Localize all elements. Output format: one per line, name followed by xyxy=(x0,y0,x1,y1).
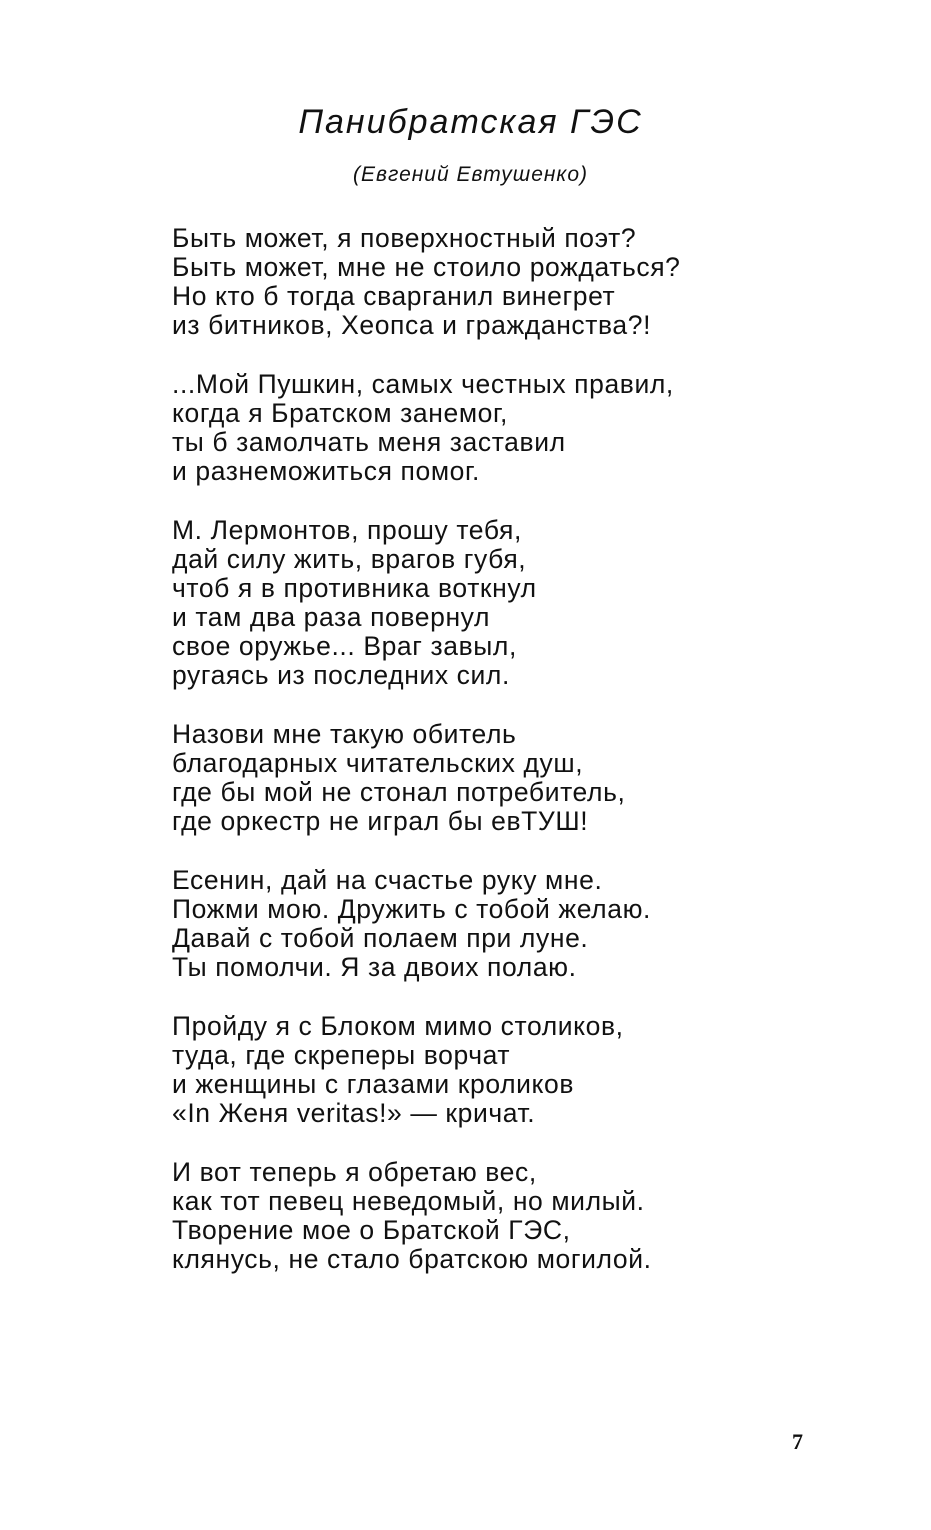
poem-line: дай силу жить, врагов губя, xyxy=(172,544,527,574)
poem-line: Назови мне такую обитель xyxy=(172,719,517,749)
poem-line: ты б замолчать меня заставил xyxy=(172,427,566,457)
poem-line: из битников, Хеопса и гражданства?! xyxy=(172,310,652,340)
poem-line: Творение мое о Братской ГЭС, xyxy=(172,1215,571,1245)
stanza xyxy=(172,516,892,690)
poem-line: и женщины с глазами кроликов xyxy=(172,1069,575,1099)
poem-line: и там два раза повернул xyxy=(172,602,491,632)
poem-title: Панибратская ГЭС xyxy=(298,103,643,141)
poem-line: Есенин, дай на счастье руку мне. xyxy=(172,865,603,895)
poem-line: Быть может, мне не стоило рождаться? xyxy=(172,252,681,282)
stanza xyxy=(172,866,892,982)
poem-line: где оркестр не играл бы евТУШ! xyxy=(172,806,589,836)
poem-line: свое оружье... Враг завыл, xyxy=(172,631,517,661)
page-number: 7 xyxy=(792,1429,803,1454)
poem-line: как тот певец неведомый, но милый. xyxy=(172,1186,645,1216)
stanza xyxy=(172,1012,892,1128)
stanza xyxy=(172,720,892,836)
poem-line: Пожми мою. Дружить с тобой желаю. xyxy=(172,894,652,924)
stanza xyxy=(172,224,892,340)
poem-line: ругаясь из последних сил. xyxy=(172,660,510,690)
poem-line: Но кто б тогда сварганил винегрет xyxy=(172,281,616,311)
poem-line: где бы мой не стонал потребитель, xyxy=(172,777,626,807)
poem-line: Ты помолчи. Я за двоих полаю. xyxy=(172,952,577,982)
poem-line: М. Лермонтов, прошу тебя, xyxy=(172,515,522,545)
stanza xyxy=(172,1158,892,1274)
poem-line: чтоб я в противника воткнул xyxy=(172,573,537,603)
poem-line: туда, где скреперы ворчат xyxy=(172,1040,511,1070)
poem-line: И вот теперь я обретаю вес, xyxy=(172,1157,537,1187)
poem-line: Пройду я с Блоком мимо столиков, xyxy=(172,1011,624,1041)
poem-line: и разнеможиться помог. xyxy=(172,456,480,486)
poem-author: (Евгений Евтушенко) xyxy=(352,163,589,186)
poem-line: Быть может, я поверхностный поэт? xyxy=(172,223,637,253)
poem-line: благодарных читательских душ, xyxy=(172,748,584,778)
poem-line: клянусь, не стало братскою могилой. xyxy=(172,1244,652,1274)
poem-line: когда я Братском занемог, xyxy=(172,398,508,428)
poem-line: Давай с тобой полаем при луне. xyxy=(172,923,589,953)
stanza xyxy=(172,370,892,486)
poem-line: ...Мой Пушкин, самых честных правил, xyxy=(172,369,674,399)
poem-body xyxy=(172,224,892,1304)
poem-line: «In Женя veritas!» — кричат. xyxy=(172,1098,536,1128)
